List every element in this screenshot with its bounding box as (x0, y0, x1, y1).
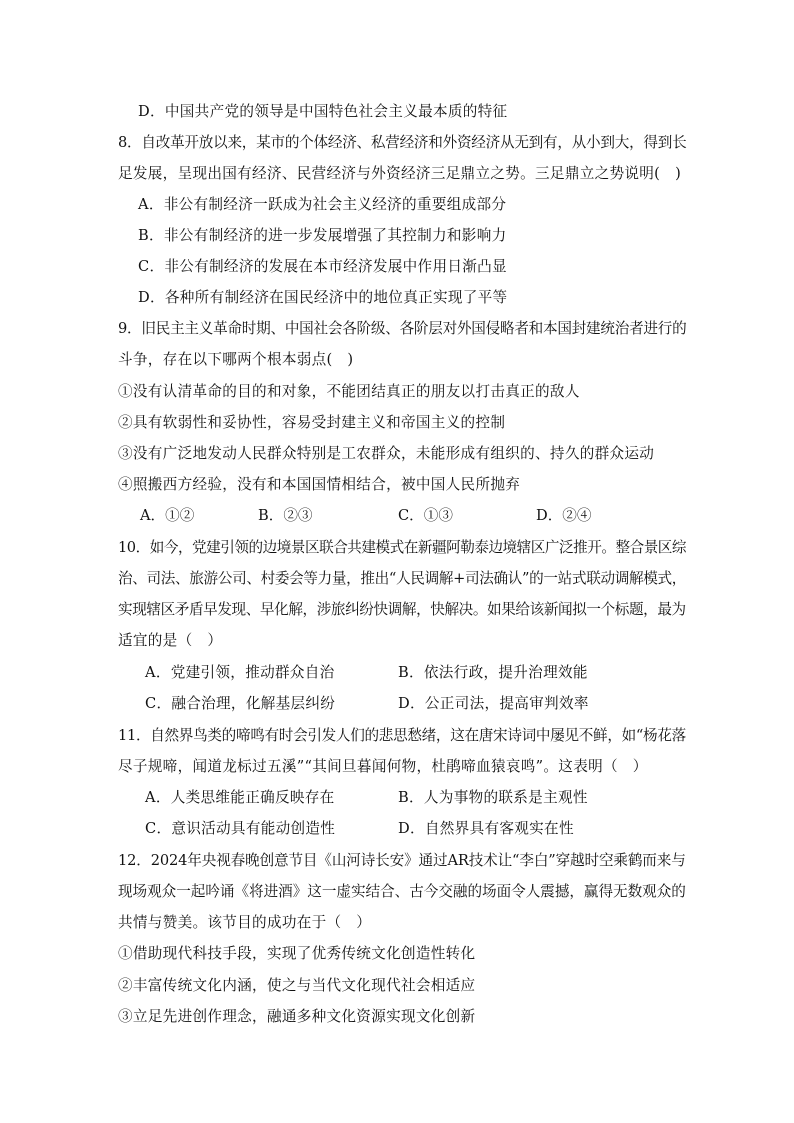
q8-stem-line-2: 足发展，呈现出国有经济、民营经济与外资经济三足鼎立之势。三足鼎立之势说明( ) (118, 165, 682, 182)
q11-stem-line-1: 11．自然界鸟类的啼鸣有时会引发人们的悲思愁绪，这在唐宋诗词中屡见不鲜，如“杨花落 (118, 727, 686, 744)
q10-stem-line-2: 治、司法、旅游公司、村委会等力量，推出“人民调解+司法确认”的一站式联动调解模式， (118, 570, 687, 587)
q9-option-b: B．②③ (258, 507, 313, 524)
q8-stem-line-1: 8．自改革开放以来，某市的个体经济、私营经济和外资经济从无到有，从小到大，得到长 (118, 134, 687, 151)
q11-option-b: B．人为事物的联系是主观性 (398, 789, 588, 806)
q9-option-d: D．②④ (536, 507, 592, 524)
q10-option-d: D．公正司法，提高审判效率 (398, 695, 589, 712)
q12-statement-2: ②丰富传统文化内涵，使之与当代文化现代社会相适应 (118, 977, 476, 994)
q10-option-a: A．党建引领，推动群众自治 (145, 664, 335, 681)
q7-option-d: D．中国共产党的领导是中国特色社会主义最本质的特征 (138, 103, 508, 120)
q8-option-c: C．非公有制经济的发展在本市经济发展中作用日渐凸显 (138, 258, 507, 275)
q11-option-d: D．自然界具有客观实在性 (398, 820, 574, 837)
q11-option-c: C．意识活动具有能动创造性 (145, 820, 336, 837)
q8-option-d: D．各种所有制经济在国民经济中的地位真正实现了平等 (138, 289, 508, 306)
q9-option-a: A．①② (140, 507, 195, 524)
q10-stem-line-3: 实现辖区矛盾早发现、早化解，涉旅纠纷快调解，快解决。如果给该新闻拟一个标题，最为 (118, 601, 686, 618)
q9-statement-2: ②具有软弱性和妥协性，容易受封建主义和帝国主义的控制 (118, 414, 506, 431)
q9-statement-3: ③没有广泛地发动人民群众特别是工农群众，未能形成有组织的、持久的群众运动 (118, 445, 655, 462)
q12-stem-line-1: 12．2024年央视春晚创意节目《山河诗长安》通过AR技术让“李白”穿越时空乘鹤而来与 (118, 852, 686, 869)
q9-statement-1: ①没有认清革命的目的和对象，不能团结真正的朋友以打击真正的敌人 (118, 383, 580, 400)
q9-statement-4: ④照搬西方经验，没有和本国国情相结合，被中国人民所抛弃 (118, 476, 521, 493)
q10-stem-line-1: 10．如今，党建引领的边境景区联合共建模式在新疆阿勒泰边境辖区广泛推开。整合景区综 (118, 539, 687, 556)
q8-option-a: A．非公有制经济一跃成为社会主义经济的重要组成部分 (138, 196, 507, 213)
q12-statement-3: ③立足先进创作理念，融通多种文化资源实现文化创新 (118, 1008, 476, 1025)
q10-option-b: B．依法行政，提升治理效能 (398, 664, 588, 681)
q9-stem-line-2: 斗争，存在以下哪两个根本弱点( ) (118, 351, 354, 368)
q10-option-c: C．融合治理，化解基层纠纷 (145, 695, 336, 712)
q12-statement-1: ①借助现代科技手段，实现了优秀传统文化创造性转化 (118, 945, 476, 962)
q12-stem-line-3: 共情与赞美。该节目的成功在于（ ） (118, 914, 372, 931)
q11-option-a: A．人类思维能正确反映存在 (145, 789, 335, 806)
q12-stem-line-2: 现场观众一起吟诵《将进酒》这一虚实结合、古今交融的场面令人震撼，赢得无数观众的 (118, 883, 686, 900)
q11-stem-line-2: 尽子规啼，闻道龙标过五溪”“其间旦暮闻何物，杜鹃啼血猿哀鸣”。这表明（ ） (118, 758, 648, 775)
q9-stem-line-1: 9．旧民主主义革命时期、中国社会各阶级、各阶层对外国侵略者和本国封建统治者进行的 (118, 320, 687, 337)
q9-option-c: C．①③ (398, 507, 453, 524)
q8-option-b: B．非公有制经济的进一步发展增强了其控制力和影响力 (138, 227, 507, 244)
q10-stem-line-4: 适宜的是（ ） (118, 632, 223, 649)
